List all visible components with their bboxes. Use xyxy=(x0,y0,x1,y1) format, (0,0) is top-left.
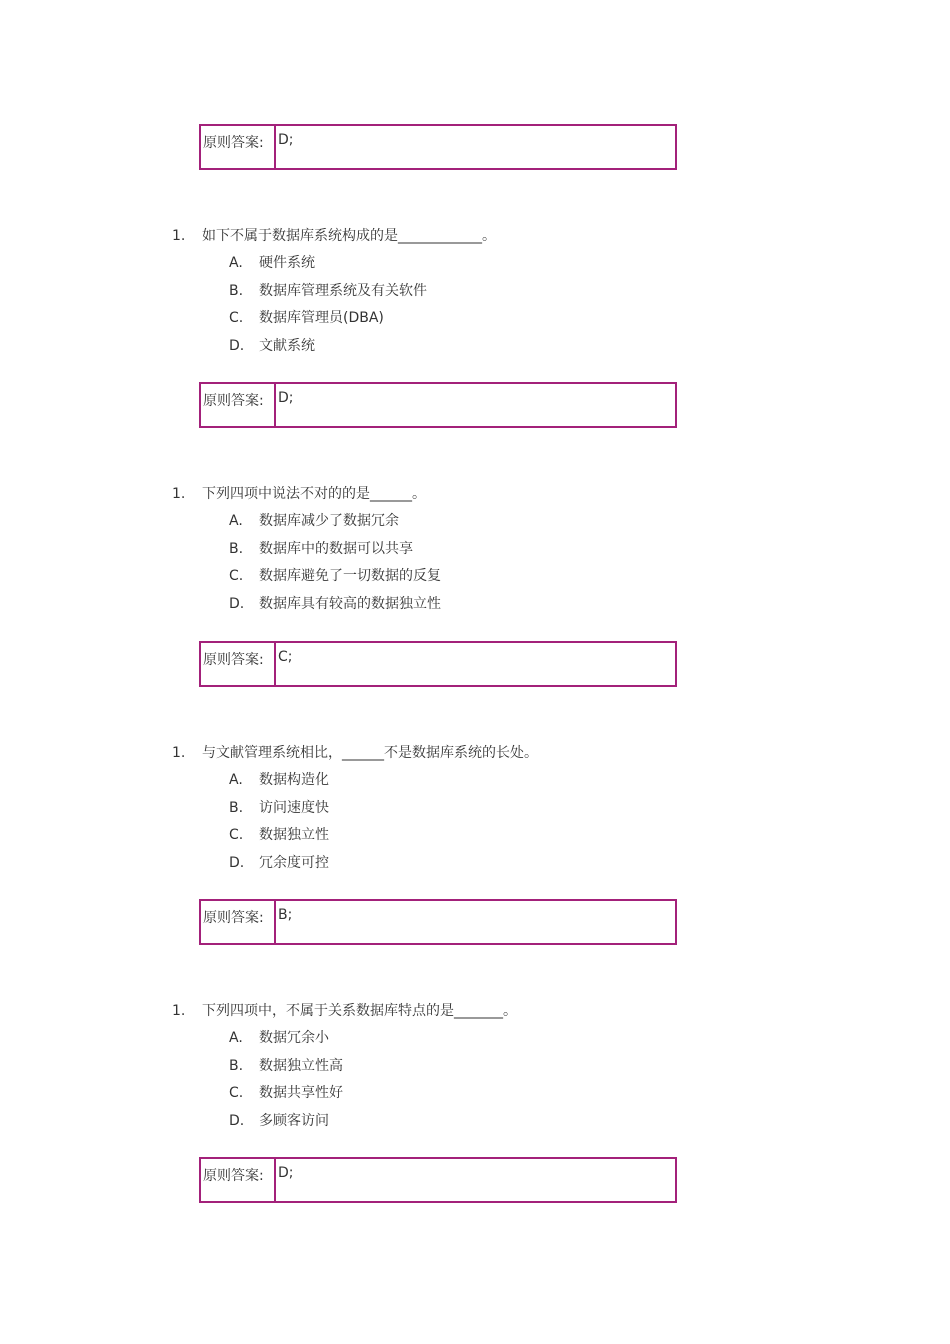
option-c xyxy=(229,305,772,333)
option-letter: A. xyxy=(229,772,243,788)
option-letter: C. xyxy=(229,827,244,843)
question-1 xyxy=(172,222,772,360)
option-text: 数据库避免了一切数据的反复 xyxy=(259,568,441,584)
option-b xyxy=(229,1053,772,1081)
option-letter: D. xyxy=(229,1112,245,1129)
answer-value: C; xyxy=(278,649,293,665)
option-text: 数据构造化 xyxy=(259,772,329,788)
option-letter: D. xyxy=(229,854,245,871)
option-text: 数据库具有较高的数据独立性 xyxy=(259,595,441,612)
answer-value: B; xyxy=(278,907,293,923)
option-text: 数据库管理系统及有关软件 xyxy=(259,282,427,299)
option-text: 数据共享性好 xyxy=(259,1085,343,1101)
question-number: 1. xyxy=(172,228,186,244)
option-letter: D. xyxy=(229,595,245,612)
option-text: 访问速度快 xyxy=(259,799,329,816)
option-a xyxy=(229,250,772,278)
option-text: 硬件系统 xyxy=(259,255,315,271)
option-d xyxy=(229,1108,772,1136)
answer-box xyxy=(199,1157,677,1203)
option-d xyxy=(229,333,772,361)
option-letter: C. xyxy=(229,1085,244,1101)
answer-label: 原则答案: xyxy=(201,1159,276,1201)
answer-box xyxy=(199,382,677,428)
option-text: 数据库减少了数据冗余 xyxy=(259,513,399,529)
option-b xyxy=(229,536,772,564)
answer-box xyxy=(199,641,677,687)
option-c xyxy=(229,1080,772,1108)
option-text: 数据冗余小 xyxy=(259,1030,329,1046)
question-number: 1. xyxy=(172,486,186,502)
option-text: 多顾客访问 xyxy=(259,1112,329,1129)
option-letter: A. xyxy=(229,513,243,529)
option-letter: C. xyxy=(229,568,244,584)
question-text: 下列四项中，不属于关系数据库特点的是_______。 xyxy=(202,1003,517,1019)
answer-label: 原则答案: xyxy=(201,643,276,685)
option-text: 文献系统 xyxy=(259,337,315,354)
question-text: 如下不属于数据库系统构成的是____________。 xyxy=(202,228,496,244)
question-4 xyxy=(172,997,772,1135)
option-a xyxy=(229,508,772,536)
option-letter: B. xyxy=(229,282,244,299)
question-number: 1. xyxy=(172,1003,186,1019)
option-text: 数据独立性 xyxy=(259,827,329,843)
option-letter: C. xyxy=(229,310,244,326)
option-list xyxy=(172,508,772,618)
option-list xyxy=(172,1025,772,1135)
question-3 xyxy=(172,739,772,877)
answer-value: D; xyxy=(278,390,294,406)
option-c xyxy=(229,822,772,850)
option-text: 冗余度可控 xyxy=(259,854,329,871)
option-list xyxy=(172,250,772,360)
option-text: 数据库中的数据可以共享 xyxy=(259,540,413,557)
option-letter: B. xyxy=(229,799,244,816)
option-a xyxy=(229,767,772,795)
answer-value: D; xyxy=(278,132,294,148)
option-a xyxy=(229,1025,772,1053)
option-letter: A. xyxy=(229,255,243,271)
option-d xyxy=(229,591,772,619)
option-letter: A. xyxy=(229,1030,243,1046)
answer-label: 原则答案: xyxy=(201,384,276,426)
option-list xyxy=(172,767,772,877)
answer-label: 原则答案: xyxy=(201,901,276,943)
option-letter: B. xyxy=(229,1057,244,1074)
option-text: 数据独立性高 xyxy=(259,1057,343,1074)
option-c xyxy=(229,563,772,591)
answer-label: 原则答案: xyxy=(201,126,276,168)
option-b xyxy=(229,795,772,823)
question-text: 与文献管理系统相比，______不是数据库系统的长处。 xyxy=(202,745,538,761)
question-text: 下列四项中说法不对的的是______。 xyxy=(202,486,426,502)
option-text: 数据库管理员(DBA) xyxy=(259,310,384,326)
answer-box xyxy=(199,124,677,170)
question-2 xyxy=(172,480,772,618)
option-d xyxy=(229,850,772,878)
question-number: 1. xyxy=(172,745,186,761)
option-letter: D. xyxy=(229,337,245,354)
option-letter: B. xyxy=(229,540,244,557)
answer-box xyxy=(199,899,677,945)
answer-value: D; xyxy=(278,1165,294,1181)
option-b xyxy=(229,278,772,306)
